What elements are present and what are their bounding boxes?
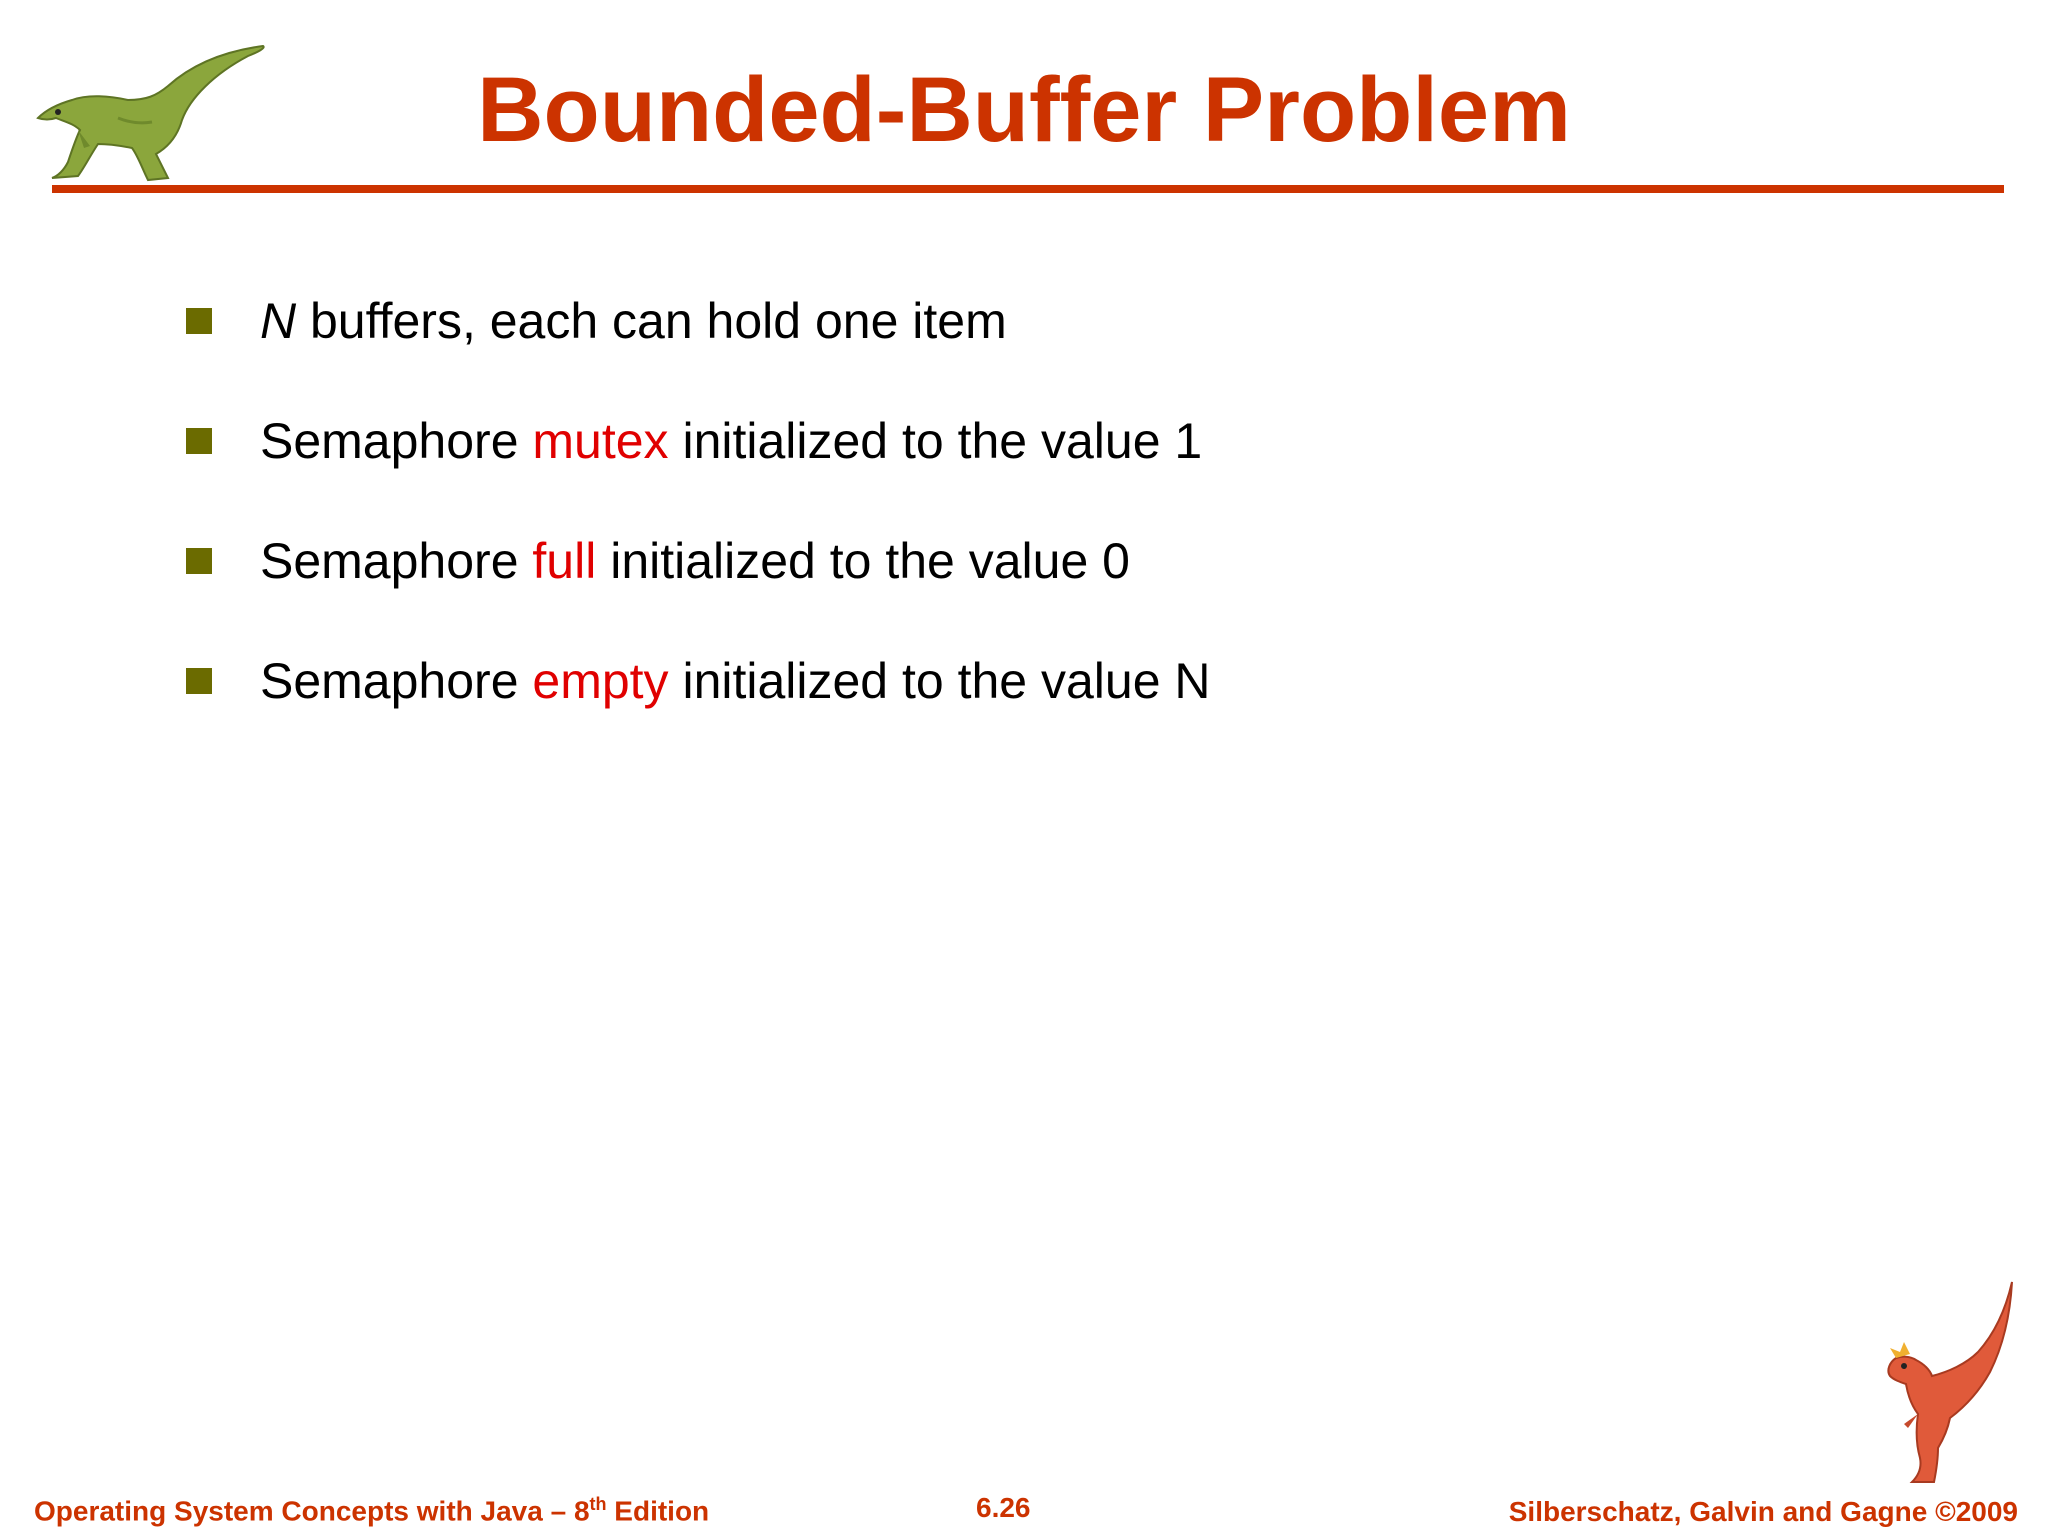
bullet-italic-n: N xyxy=(260,293,297,349)
square-bullet-icon xyxy=(186,428,212,454)
footer-page-number: 6.26 xyxy=(976,1492,1031,1523)
bullet-prefix: Semaphore xyxy=(260,533,533,589)
bullet-suffix: initialized to the value N xyxy=(668,653,1211,709)
square-bullet-icon xyxy=(186,308,212,334)
keyword-empty: empty xyxy=(532,653,669,709)
square-bullet-icon xyxy=(186,668,212,694)
footer-edition-suffix: Edition xyxy=(606,1495,710,1527)
keyword-mutex: mutex xyxy=(532,413,669,469)
bullet-rest: buffers, each can hold one item xyxy=(296,293,1007,349)
footer-edition-superscript: th xyxy=(589,1494,607,1514)
bullet-suffix: initialized to the value 1 xyxy=(668,413,1203,469)
keyword-full: full xyxy=(532,533,597,589)
square-bullet-icon xyxy=(186,548,212,574)
bullet-prefix: Semaphore xyxy=(260,413,533,469)
title-divider xyxy=(52,185,2004,193)
footer-copyright: Silberschatz, Galvin and Gagne ©2009 xyxy=(1508,1496,2018,1527)
bullet-prefix: Semaphore xyxy=(260,653,533,709)
slide-title: Bounded-Buffer Problem xyxy=(477,59,1571,161)
red-dinosaur-icon xyxy=(1820,1278,2020,1488)
bullet-text xyxy=(260,276,1007,366)
bullet-text xyxy=(260,516,1130,606)
bullet-text xyxy=(260,636,1211,726)
bullet-suffix: initialized to the value 0 xyxy=(596,533,1130,589)
footer-book-title-text: Operating System Concepts with Java – 8 xyxy=(34,1495,590,1527)
footer-book-title xyxy=(34,1494,709,1527)
bullet-text xyxy=(260,396,1202,486)
